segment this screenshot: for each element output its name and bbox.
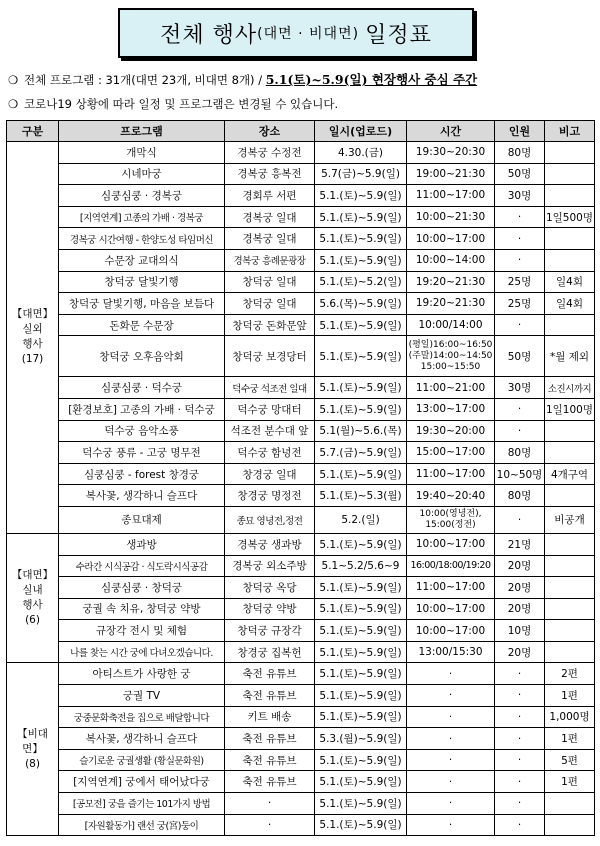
place-cell: 축전 유튜브: [225, 749, 315, 771]
table-row: [7, 533, 595, 555]
header-date: 일시(업로드): [315, 121, 407, 142]
date-cell: 5.1.(토)~5.9(일): [315, 814, 407, 836]
time-cell: 19:40~20:40: [407, 485, 495, 507]
info-line-1: [8, 70, 477, 88]
date-cell: 5.1.(토)~5.9(일): [315, 249, 407, 271]
program-cell: 개막식: [59, 142, 225, 164]
program-cell: 창덕궁 달빛기행, 마음을 보듬다: [59, 293, 225, 315]
program-cell: 경복궁 시간여행 - 한양도성 타임머신: [59, 228, 225, 250]
info-line-2: [8, 96, 338, 112]
people-cell: ·: [495, 506, 545, 533]
program-cell: 수라간 시식공감 · 식도락시식공감: [59, 555, 225, 577]
date-cell: 5.1.(토)~5.9(일): [315, 771, 407, 793]
date-cell: 5.1.(토)~5.9(일): [315, 663, 407, 685]
table-row: [7, 442, 595, 464]
place-cell: 창덕궁 돈화문앞: [225, 314, 315, 336]
date-cell: 5.1.(토)~5.3(월): [315, 485, 407, 507]
people-cell: ·: [495, 685, 545, 707]
program-cell: 창덕궁 달빛기행: [59, 271, 225, 293]
table-row: [7, 314, 595, 336]
time-cell: 10:00~21:30: [407, 206, 495, 228]
people-cell: ·: [495, 206, 545, 228]
note-cell: [545, 163, 595, 185]
program-cell: 생과방: [59, 533, 225, 555]
program-cell: 창덕궁 오후음악회: [59, 336, 225, 377]
date-cell: 5.1.(토)~5.9(일): [315, 598, 407, 620]
time-cell: 11:00~17:00: [407, 463, 495, 485]
note-cell: 5편: [545, 749, 595, 771]
date-cell: 5.1.(토)~5.9(일): [315, 206, 407, 228]
note-cell: [545, 814, 595, 836]
table-row: [7, 163, 595, 185]
table-row: [7, 463, 595, 485]
time-cell: 11:00~17:00: [407, 185, 495, 207]
time-cell: 10:00/14:00: [407, 314, 495, 336]
people-cell: 50명: [495, 336, 545, 377]
time-cell: ·: [407, 814, 495, 836]
note-cell: [545, 228, 595, 250]
table-row: [7, 142, 595, 164]
table-row: [7, 249, 595, 271]
time-cell: 10:00~17:00: [407, 598, 495, 620]
program-cell: 복사꽃, 생각하니 슬프다: [59, 728, 225, 750]
place-cell: ·: [225, 793, 315, 815]
date-cell: 5.1~5.2/5.6~9: [315, 555, 407, 577]
note-cell: [545, 142, 595, 164]
people-cell: ·: [495, 771, 545, 793]
place-cell: 창경궁 일대: [225, 463, 315, 485]
table-row: [7, 641, 595, 663]
time-cell: 11:00~21:00: [407, 377, 495, 399]
date-cell: 4.30.(금): [315, 142, 407, 164]
people-cell: 80명: [495, 485, 545, 507]
note-cell: 1편: [545, 685, 595, 707]
time-cell: ·: [407, 685, 495, 707]
place-cell: 경회루 서편: [225, 185, 315, 207]
date-cell: 5.1.(토)~5.9(일): [315, 577, 407, 599]
header-time: 시간: [407, 121, 495, 142]
note-cell: [545, 485, 595, 507]
program-cell: 시네마궁: [59, 163, 225, 185]
bullet-icon: ❍: [8, 97, 19, 111]
people-cell: ·: [495, 420, 545, 442]
title-tail: 일정표: [365, 22, 432, 48]
note-cell: [545, 793, 595, 815]
place-cell: 경복궁 생과방: [225, 533, 315, 555]
table-row: [7, 485, 595, 507]
time-cell: 13:00/15:30: [407, 641, 495, 663]
table-row: [7, 771, 595, 793]
people-cell: 20명: [495, 555, 545, 577]
time-cell: 10:00~17:00: [407, 228, 495, 250]
table-row: [7, 793, 595, 815]
table-row: [7, 377, 595, 399]
table-header-row: [7, 121, 595, 142]
people-cell: 25명: [495, 271, 545, 293]
schedule-table: [6, 120, 595, 836]
place-cell: 덕수궁 석조전 일대: [225, 377, 315, 399]
note-cell: 비공개: [545, 506, 595, 533]
category-cell-online: 【비대면】 (8): [7, 663, 59, 836]
table-row: [7, 555, 595, 577]
people-cell: 80명: [495, 442, 545, 464]
table-row: [7, 685, 595, 707]
time-cell: 15:00~17:00: [407, 442, 495, 464]
place-cell: 창덕궁 약방: [225, 598, 315, 620]
program-cell: 심쿵심쿵 · 덕수궁: [59, 377, 225, 399]
time-cell: ·: [407, 771, 495, 793]
program-cell: 궁궐 속 치유, 창덕궁 약방: [59, 598, 225, 620]
table-row: [7, 620, 595, 642]
place-cell: 덕수궁 함녕전: [225, 442, 315, 464]
time-line: 15:00~15:50: [420, 361, 481, 372]
people-cell: 10~50명: [495, 463, 545, 485]
table-body: [7, 142, 595, 836]
date-cell: 5.1.(토)~5.9(일): [315, 463, 407, 485]
people-cell: ·: [495, 706, 545, 728]
people-cell: ·: [495, 228, 545, 250]
place-cell: 경복궁 흥례문광장: [225, 249, 315, 271]
time-cell: 13:00~17:00: [407, 398, 495, 420]
note-cell: *월 제외: [545, 336, 595, 377]
note-cell: [545, 533, 595, 555]
note-cell: [545, 314, 595, 336]
table-row: [7, 728, 595, 750]
note-cell: 일4회: [545, 271, 595, 293]
time-cell: ·: [407, 793, 495, 815]
table-row: [7, 598, 595, 620]
time-cell: 19:20~21:30: [407, 293, 495, 315]
table-row: [7, 398, 595, 420]
people-cell: 21명: [495, 533, 545, 555]
date-cell: 5.1.(토)~5.9(일): [315, 314, 407, 336]
table-row: [7, 577, 595, 599]
people-cell: 20명: [495, 598, 545, 620]
people-cell: 30명: [495, 185, 545, 207]
date-cell: 5.1.(토)~5.9(일): [315, 706, 407, 728]
place-cell: 창경궁 명정전: [225, 485, 315, 507]
date-cell: 5.1.(토)~5.9(일): [315, 377, 407, 399]
people-cell: 25명: [495, 293, 545, 315]
info-summary: 전체 프로그램 : 31개(대면 23개, 비대면 8개) /: [24, 73, 263, 87]
time-cell: ·: [407, 706, 495, 728]
date-cell: 5.1.(토)~5.9(일): [315, 641, 407, 663]
date-cell: 5.7(금)~5.9(일): [315, 163, 407, 185]
note-cell: 2편: [545, 663, 595, 685]
header-people: 인원: [495, 121, 545, 142]
program-cell: 돈화문 수문장: [59, 314, 225, 336]
place-cell: 축전 유튜브: [225, 685, 315, 707]
place-cell: 키트 배송: [225, 706, 315, 728]
place-cell: 창덕궁 보경당터: [225, 336, 315, 377]
program-cell: 슬기로운 궁궐생활 (황실문화원): [59, 749, 225, 771]
time-line: 15:00(정전): [425, 519, 476, 530]
program-cell: [지역연계] 고종의 가배 · 경복궁: [59, 206, 225, 228]
note-cell: [545, 249, 595, 271]
program-cell: [공모전] 궁을 즐기는 101가지 방법: [59, 793, 225, 815]
place-cell: 축전 유튜브: [225, 771, 315, 793]
program-cell: 궁중문화축전을 집으로 배달합니다: [59, 706, 225, 728]
people-cell: ·: [495, 749, 545, 771]
time-cell: 19:30~20:00: [407, 420, 495, 442]
place-cell: 석조전 분수대 앞: [225, 420, 315, 442]
people-cell: ·: [495, 398, 545, 420]
time-cell: 11:00~17:00: [407, 577, 495, 599]
people-cell: ·: [495, 814, 545, 836]
note-cell: 1편: [545, 728, 595, 750]
place-cell: 창덕궁 일대: [225, 271, 315, 293]
table-row: [7, 506, 595, 533]
time-cell: [407, 336, 495, 377]
program-cell: [자원활동가] 랜선 궁(宮)둥이: [59, 814, 225, 836]
time-cell: ·: [407, 749, 495, 771]
time-cell: 19:20~21:30: [407, 271, 495, 293]
header-place: 장소: [225, 121, 315, 142]
note-cell: [545, 555, 595, 577]
date-cell: 5.1(월)~5.6.(목): [315, 420, 407, 442]
table-row: [7, 420, 595, 442]
program-cell: 심쿵심쿵 · 경복궁: [59, 185, 225, 207]
people-cell: ·: [495, 793, 545, 815]
date-cell: 5.1.(토)~5.2(일): [315, 271, 407, 293]
time-cell: 10:00~17:00: [407, 620, 495, 642]
date-cell: 5.3.(월)~5.9(일): [315, 728, 407, 750]
note-cell: 일4회: [545, 293, 595, 315]
time-cell: ·: [407, 663, 495, 685]
info-notice: 코로나19 상황에 따라 일정 및 프로그램은 변경될 수 있습니다.: [24, 97, 339, 111]
header-category: 구분: [7, 121, 59, 142]
place-cell: 축전 유튜브: [225, 663, 315, 685]
date-cell: 5.6.(목)~5.9(일): [315, 293, 407, 315]
place-cell: 축전 유튜브: [225, 728, 315, 750]
people-cell: 20명: [495, 577, 545, 599]
time-cell: [407, 506, 495, 533]
place-cell: 덕수궁 망대터: [225, 398, 315, 420]
table-row: [7, 749, 595, 771]
table-row: [7, 271, 595, 293]
table-row: [7, 185, 595, 207]
program-cell: 아티스트가 사랑한 궁: [59, 663, 225, 685]
date-cell: 5.1.(토)~5.9(일): [315, 749, 407, 771]
info-highlight: 5.1(토)~5.9(일) 현장행사 중심 주간: [265, 72, 478, 87]
date-cell: 5.1.(토)~5.9(일): [315, 336, 407, 377]
program-cell: 수문장 교대의식: [59, 249, 225, 271]
time-cell: 16:00/18:00/19:20: [407, 555, 495, 577]
table-row: [7, 336, 595, 377]
date-cell: 5.7.(금)~5.9(일): [315, 442, 407, 464]
note-cell: 소진시까지: [545, 377, 595, 399]
people-cell: ·: [495, 663, 545, 685]
table-row: [7, 206, 595, 228]
time-line: (평일)16:00~16:50: [408, 339, 493, 350]
place-cell: 창덕궁 규장각: [225, 620, 315, 642]
people-cell: 50명: [495, 163, 545, 185]
place-cell: 창덕궁 옥당: [225, 577, 315, 599]
header-program: 프로그램: [59, 121, 225, 142]
program-cell: 심쿵심쿵 · 창덕궁: [59, 577, 225, 599]
people-cell: 20명: [495, 641, 545, 663]
note-cell: [545, 442, 595, 464]
program-cell: [환경보호] 고종의 가배 · 덕수궁: [59, 398, 225, 420]
date-cell: 5.1.(토)~5.9(일): [315, 228, 407, 250]
date-cell: 5.1.(토)~5.9(일): [315, 685, 407, 707]
date-cell: 5.1.(토)~5.9(일): [315, 185, 407, 207]
time-cell: ·: [407, 728, 495, 750]
time-line: (주말)14:00~14:50: [408, 350, 493, 361]
document-title: [118, 8, 474, 58]
header-note: 비고: [545, 121, 595, 142]
category-cell-outdoor: 【대면】 실외 행사 (17): [7, 142, 59, 534]
table-row: [7, 228, 595, 250]
program-cell: 덕수궁 음악소풍: [59, 420, 225, 442]
note-cell: 1일500명: [545, 206, 595, 228]
people-cell: 80명: [495, 142, 545, 164]
program-cell: 덕수궁 풍류 - 고궁 명무전: [59, 442, 225, 464]
note-cell: 1,000명: [545, 706, 595, 728]
place-cell: ·: [225, 814, 315, 836]
date-cell: 5.1.(토)~5.9(일): [315, 533, 407, 555]
note-cell: [545, 577, 595, 599]
place-cell: 경복궁 흥복전: [225, 163, 315, 185]
time-line: 10:00(영녕전),: [419, 508, 482, 519]
program-cell: 종묘대제: [59, 506, 225, 533]
program-cell: [지역연계] 궁에서 태어났다궁: [59, 771, 225, 793]
note-cell: [545, 641, 595, 663]
note-cell: [545, 598, 595, 620]
date-cell: 5.1.(토)~5.9(일): [315, 793, 407, 815]
table-row: [7, 706, 595, 728]
time-cell: 10:00~17:00: [407, 533, 495, 555]
people-cell: 10명: [495, 620, 545, 642]
people-cell: ·: [495, 728, 545, 750]
title-main: 전체 행사: [160, 22, 258, 48]
time-cell: 19:30~20:30: [407, 142, 495, 164]
note-cell: [545, 620, 595, 642]
place-cell: 종묘 영녕전,정전: [225, 506, 315, 533]
program-cell: 규장각 전시 및 체험: [59, 620, 225, 642]
place-cell: 경복궁 수정전: [225, 142, 315, 164]
note-cell: 4개구역: [545, 463, 595, 485]
time-cell: 19:00~21:30: [407, 163, 495, 185]
note-cell: [545, 420, 595, 442]
program-cell: 심쿵심쿵 - forest 창경궁: [59, 463, 225, 485]
table-row: [7, 814, 595, 836]
place-cell: 경복궁 일대: [225, 206, 315, 228]
people-cell: 30명: [495, 377, 545, 399]
time-cell: 10:00~14:00: [407, 249, 495, 271]
bullet-icon: ❍: [8, 73, 19, 87]
place-cell: 경복궁 외소주방: [225, 555, 315, 577]
note-cell: 1편: [545, 771, 595, 793]
table-row: [7, 663, 595, 685]
people-cell: ·: [495, 314, 545, 336]
table-row: [7, 293, 595, 315]
program-cell: 복사꽃, 생각하니 슬프다: [59, 485, 225, 507]
category-cell-indoor: 【대면】 실내 행사 (6): [7, 533, 59, 663]
program-cell: 나를 찾는 시간 궁에 다녀오겠습니다.: [59, 641, 225, 663]
date-cell: 5.2.(일): [315, 506, 407, 533]
date-cell: 5.1.(토)~5.9(일): [315, 620, 407, 642]
place-cell: 창경궁 집복헌: [225, 641, 315, 663]
place-cell: 경복궁 일대: [225, 228, 315, 250]
date-cell: 5.1.(토)~5.9(일): [315, 398, 407, 420]
people-cell: ·: [495, 249, 545, 271]
note-cell: 1일100명: [545, 398, 595, 420]
note-cell: [545, 185, 595, 207]
program-cell: 궁궐 TV: [59, 685, 225, 707]
title-paren: (대면 · 비대면): [257, 26, 360, 42]
place-cell: 창덕궁 일대: [225, 293, 315, 315]
